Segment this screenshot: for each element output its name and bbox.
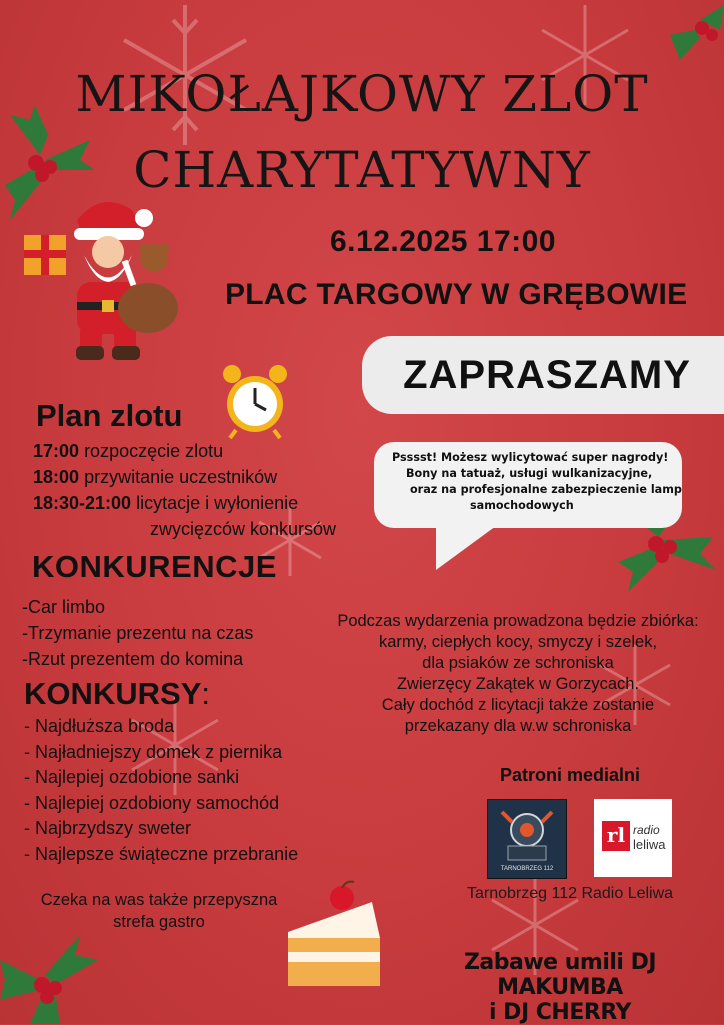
- schedule-text: przywitanie uczestników: [84, 467, 278, 487]
- title-line-2: CHARYTATYWNY: [133, 141, 591, 199]
- bubble-tail: [436, 526, 496, 570]
- schedule-time: 17:00: [33, 441, 80, 461]
- media-patrons-caption: Tarnobrzeg 112 Radio Leliwa: [467, 885, 674, 902]
- schedule-time: 18:30-21:00: [33, 493, 132, 513]
- list-item: - Najdłuższa broda: [24, 716, 175, 736]
- speech-bubble: [374, 442, 682, 528]
- media-patrons-heading: Patroni medialni: [500, 765, 641, 785]
- radio-leliwa-logo: [594, 799, 672, 877]
- list-item: -Trzymanie prezentu na czas: [22, 623, 254, 643]
- konkursy-colon: :: [201, 676, 211, 711]
- konkurencje-list: [22, 594, 253, 672]
- logo-t-text: TARNOBRZEG 112: [500, 866, 554, 872]
- konkursy-list: [24, 714, 298, 867]
- event-place: PLAC TARGOWY W GRĘBOWIE: [225, 278, 688, 311]
- gastro-info: [24, 889, 294, 933]
- list-item: - Najładniejszy domek z piernika: [24, 741, 283, 762]
- bubble-line: Psssst! Możesz wylicytować super nagrody!: [392, 451, 669, 464]
- schedule-list: [33, 438, 336, 542]
- collection-line: karmy, ciepłych kocy, smyczy i szelek,: [378, 633, 658, 651]
- konkursy-heading: [24, 676, 210, 712]
- holly-icon: [660, 0, 724, 62]
- dj-line: Zabawe umili DJ MAKUMBA: [463, 950, 657, 1000]
- title-line-1: MIKOŁAJKOWY ZLOT: [75, 65, 649, 123]
- logo-r-word2: leliwa: [633, 837, 666, 852]
- list-item: - Najlepsze świąteczne przebranie: [24, 843, 299, 864]
- konkursy-heading-text: KONKURSY: [24, 676, 202, 711]
- bubble-line: samochodowych: [470, 499, 574, 512]
- list-item: -Rzut prezentem do komina: [22, 649, 244, 669]
- konkurencje-heading: KONKURENCJE: [32, 549, 277, 584]
- collection-line: Podczas wydarzenia prowadzona będzie zbiórka:: [337, 612, 699, 630]
- schedule-text: licytacje i wyłonienie: [136, 493, 299, 513]
- cake-icon: [280, 880, 390, 995]
- dj-line: i DJ CHERRY: [488, 1000, 631, 1025]
- collection-line: przekazany dla w.w schroniska: [404, 717, 632, 735]
- list-item: -Car limbo: [22, 597, 106, 617]
- logo-r-mark: rl: [602, 821, 630, 851]
- schedule-text: rozpoczęcie zlotu: [84, 441, 224, 461]
- list-item: - Najbrzydszy sweter: [24, 818, 192, 838]
- collection-line: dla psiaków ze schroniska: [422, 654, 614, 672]
- logo-r-word1: radio: [633, 823, 660, 837]
- schedule-item: [33, 490, 336, 516]
- list-item: - Najlepiej ozdobione sanki: [24, 767, 240, 787]
- bubble-line: Bony na tatuaż, usługi wulkanizacyjne,: [406, 467, 653, 480]
- collection-line: Cały dochód z licytacji także zostanie: [381, 696, 655, 714]
- plan-heading: Plan zlotu: [36, 398, 183, 433]
- invite-banner: ZAPRASZAMY: [362, 336, 724, 414]
- collection-line: Zwierzęcy Zakątek w Gorzycach.: [396, 675, 640, 693]
- schedule-time: 18:00: [33, 467, 80, 487]
- schedule-item: [33, 438, 336, 464]
- gastro-line: Czeka na was także przepyszna: [40, 891, 278, 909]
- gastro-line: strefa gastro: [113, 913, 205, 931]
- holly-icon: [0, 930, 100, 1024]
- schedule-item: [33, 464, 336, 490]
- santa-illustration: [22, 190, 182, 370]
- list-item: - Najlepiej ozdobiony samochód: [24, 792, 280, 813]
- dj-info: [410, 950, 710, 1025]
- alarm-clock-icon: [222, 360, 288, 440]
- event-datetime: 6.12.2025 17:00: [330, 225, 557, 258]
- collection-info: [318, 611, 718, 737]
- bubble-line: oraz na profesjonalne zabezpieczenie lamp: [410, 483, 682, 496]
- tarnobrzeg112-logo: [487, 799, 567, 879]
- schedule-continuation: zwycięzców konkursów: [150, 519, 337, 539]
